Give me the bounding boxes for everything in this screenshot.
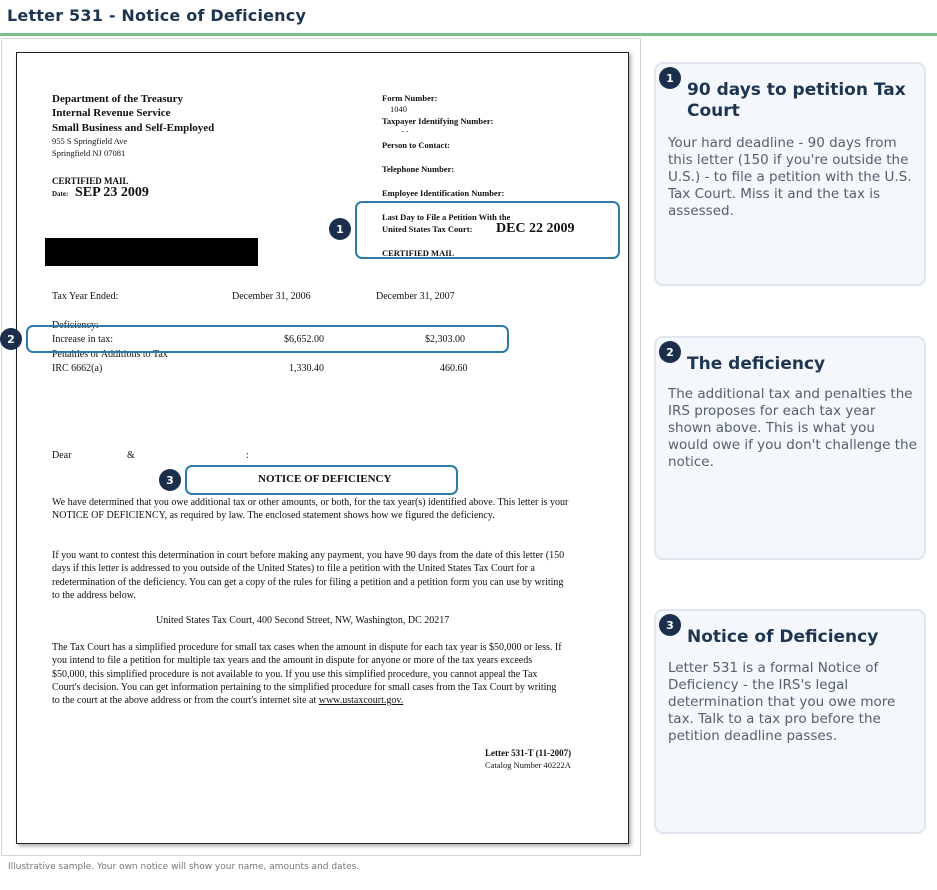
- card-1-title: 90 days to petition Tax Court: [687, 80, 906, 121]
- card-2-badge: 2: [659, 341, 681, 363]
- court-address: United States Tax Court, 400 Second Street, NW, Washington, DC 20217: [156, 615, 450, 626]
- tax-year-2006: December 31, 2006: [232, 291, 311, 302]
- increase-tax-label: Increase in tax:: [52, 334, 114, 345]
- taxpayer-id-label: Taxpayer Identifying Number:: [382, 116, 494, 126]
- irc-2007: 460.60: [440, 363, 468, 374]
- redaction-bar: [45, 238, 258, 266]
- tax-year-label: Tax Year Ended:: [52, 291, 119, 302]
- highlight-petition-deadline: [355, 201, 620, 259]
- highlight-deficiency: [26, 325, 509, 353]
- highlight-notice-heading: [185, 465, 458, 495]
- last-day-label-1: Last Day to File a Petition With the: [382, 212, 511, 222]
- card-3-badge: 3: [659, 614, 681, 636]
- last-day-date: DEC 22 2009: [496, 221, 575, 236]
- increase-tax-2006: $6,652.00: [284, 334, 324, 345]
- last-day-label-2: United States Tax Court:: [382, 224, 473, 234]
- card-1-body: Your hard deadline - 90 days from this letter (150 if you're outside the U.S.) - to file a petition with the U.S. Tax Court. Miss it and the tax is assessed.: [668, 135, 912, 219]
- employee-id-label: Employee Identification Number:: [382, 188, 505, 198]
- document-viewer[interactable]: [1, 38, 641, 856]
- badge-1[interactable]: 1: [329, 218, 351, 240]
- page-header: [0, 0, 937, 36]
- irc-2006: 1,330.40: [289, 363, 324, 374]
- telephone-label: Telephone Number:: [382, 164, 455, 174]
- date-label: Date:: [52, 190, 69, 198]
- card-2-body: The additional tax and penalties the IRS proposes for each tax year shown above. This is what you would owe if you don't challenge the notice.: [668, 386, 917, 470]
- certified-mail-label: CERTIFIED MAIL: [52, 176, 129, 186]
- letter-page: [16, 52, 629, 844]
- deficiency-label: Deficiency:: [52, 320, 99, 331]
- salutation-ampersand: &: [127, 450, 135, 461]
- catalog-number: Catalog Number 40222A: [485, 760, 571, 770]
- tax-court-link[interactable]: www.ustaxcourt.gov.: [318, 695, 404, 707]
- increase-tax-2007: $2,303.00: [425, 334, 465, 345]
- page-title: Letter 531 - Notice of Deficiency: [7, 6, 307, 25]
- paragraph-1: We have determined that you owe additional tax or other amounts, or both, for the tax year(s) identified above. This letter is your NOTICE OF DEFICIENCY, as required by law. The enclosed statement shows how we figured the deficiency.: [52, 497, 569, 522]
- callout-card-1: [654, 62, 926, 286]
- irc-label: IRC 6662(a): [52, 363, 103, 374]
- address-line-1: 955 S Springfield Ave: [52, 136, 128, 146]
- notice-heading: NOTICE OF DEFICIENCY: [258, 473, 392, 485]
- badge-2[interactable]: 2: [0, 328, 22, 350]
- card-3-body: Letter 531 is a formal Notice of Deficiency - the IRS's legal determination that you owe more tax. Talk to a tax pro before the petition deadline passes.: [668, 660, 896, 744]
- tax-year-2007: December 31, 2007: [376, 291, 455, 302]
- salutation-dear: Dear: [52, 450, 72, 461]
- paragraph-3-text: The Tax Court has a simplified procedure for small tax cases when the amount in dispute for each tax year is $50,000 or less. If you intend to file a petition for multiple tax years and the amount in dispute for anyone or more of the tax years exceeds $50,000, this simplified procedure is not available to you. If you use this simplified procedure, you cannot appeal the Tax Court's decision. You can get information pertaining to the simplified procedure for small cases from the Tax Court by writing to the court at the above address or from the court's internet site at: [52, 642, 562, 707]
- card-1-badge: 1: [659, 67, 681, 89]
- person-contact-label: Person to Contact:: [382, 140, 450, 150]
- address-line-2: Springfield NJ 07081: [52, 148, 126, 158]
- agency-line-1: Department of the Treasury: [52, 93, 184, 105]
- letter-date: SEP 23 2009: [75, 185, 149, 200]
- penalties-label: Penalties or Additions to Tax: [52, 349, 168, 360]
- form-identifier: Letter 531-T (11-2007): [485, 748, 572, 758]
- taxpayer-id-value: - -: [402, 127, 409, 135]
- salutation-colon: :: [246, 450, 249, 461]
- callout-card-2: [654, 336, 926, 560]
- footnote: Illustrative sample. Your own notice will show your name, amounts and dates.: [8, 862, 360, 872]
- callout-card-3: [654, 609, 926, 834]
- paragraph-3: [52, 641, 564, 707]
- paragraph-2: If you want to contest this determination in court before making any payment, you have 90 days from the date of this letter (150 days if this letter is addressed to you outside of the United States) to file a petition with the United States Tax Court for a redetermination of the deficiency. You can get a copy of the rules for filing a petition and a petition form you can use by writing to the address below.: [52, 550, 565, 601]
- card-3-title: Notice of Deficiency: [687, 627, 879, 647]
- badge-3[interactable]: 3: [159, 469, 181, 491]
- agency-line-3: Small Business and Self-Employed: [52, 122, 215, 134]
- form-number-label: Form Number:: [382, 93, 438, 103]
- agency-line-2: Internal Revenue Service: [52, 107, 171, 119]
- certified-mail-label-2: CERTIFIED MAIL: [382, 248, 455, 258]
- form-number-value: 1040: [390, 104, 407, 114]
- card-2-title: The deficiency: [687, 354, 826, 374]
